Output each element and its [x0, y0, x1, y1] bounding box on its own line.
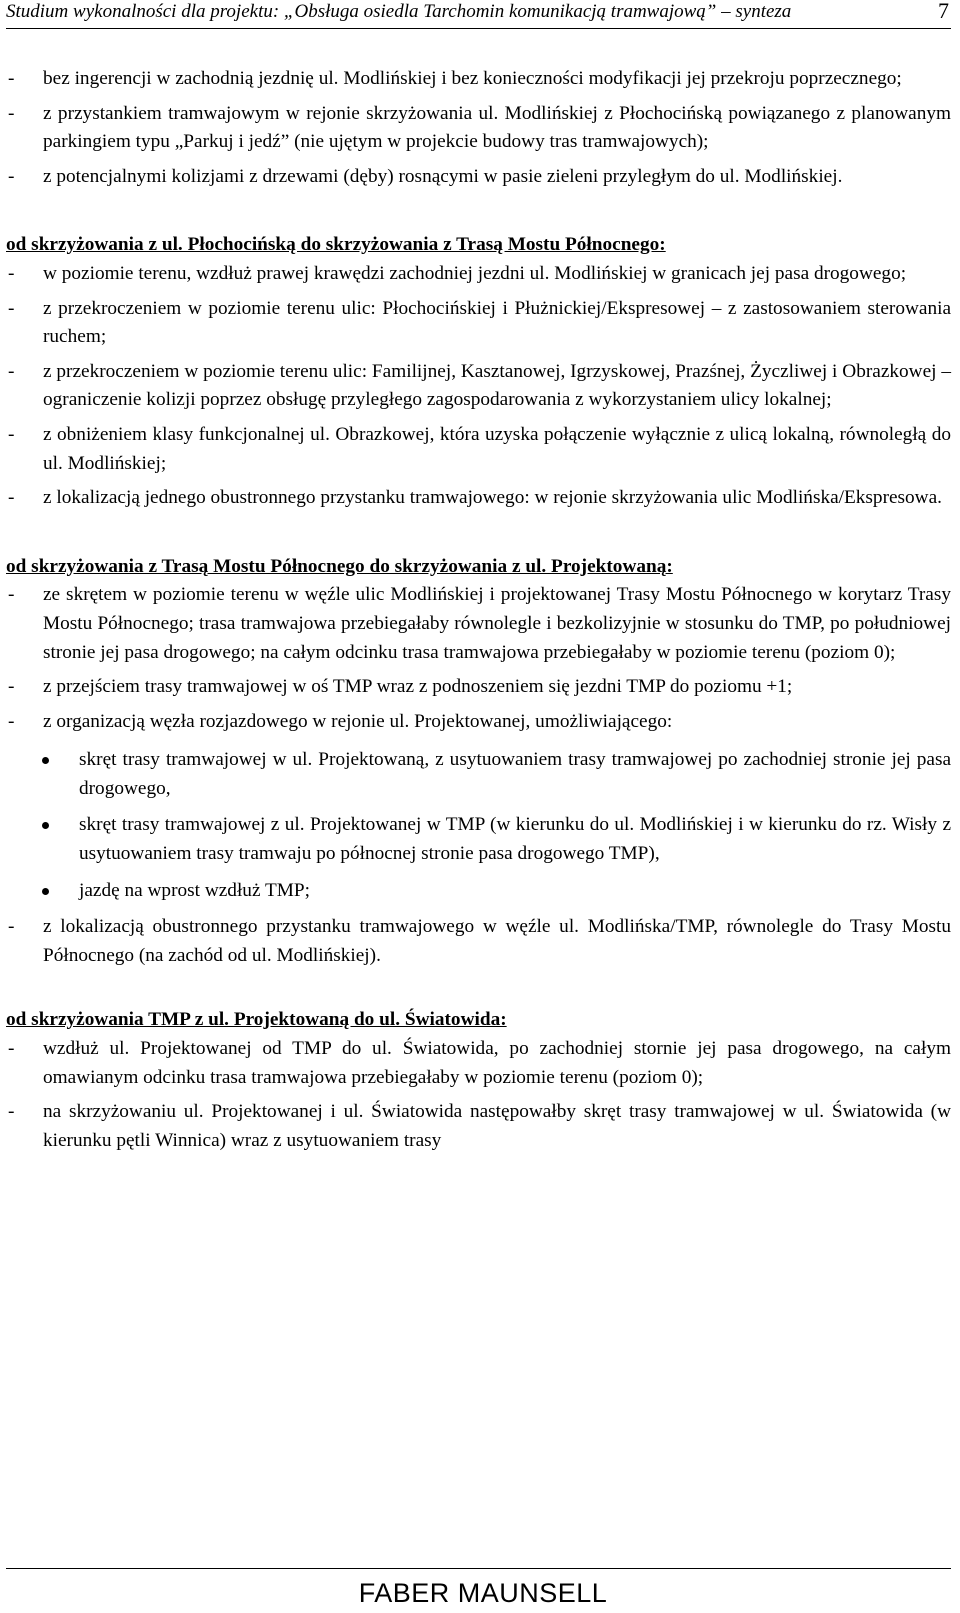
- list-item: [6, 260, 951, 289]
- dash-marker: -: [8, 360, 15, 382]
- page-number: 7: [938, 0, 949, 23]
- footer-rule: [6, 1568, 951, 1569]
- list-item: [6, 421, 951, 478]
- list-item-text: z przekroczeniem w poziomie terenu ulic: Familijnej, Kasztanowej, Igrzyskowej, Prazśnej, Życzliwej i Obrazkowej – ograniczenie kolizji poprzez obsługę przyległego zagospodarowania z wykorzystaniem ulicy lokalnej;: [43, 360, 951, 411]
- list-item: [6, 358, 951, 415]
- list-item-text: z lokalizacją jednego obustronnego przystanku tramwajowego: w rejonie skrzyżowania ulic Modlińska/Ekspresowa.: [43, 487, 942, 509]
- dash-marker: -: [8, 165, 15, 187]
- list-item: [6, 581, 951, 667]
- bullet-dot-icon: [42, 757, 49, 764]
- list-item-text: w poziomie terenu, wzdłuż prawej krawędzi zachodniej jezdni ul. Modlińskiej w granicach jej pasa drogowego;: [43, 262, 907, 284]
- dash-marker: -: [8, 710, 15, 732]
- section-heading: od skrzyżowania z Trasą Mostu Północnego do skrzyżowania z ul. Projektowaną:: [6, 555, 673, 577]
- bullet-item: [6, 877, 951, 906]
- list-item-text: na skrzyżowaniu ul. Projektowanej i ul. Światowida następowałby skręt trasy tramwajowej w ul. Światowida (w kierunku pętli Winnica) wraz z usytuowaniem trasy: [43, 1101, 951, 1151]
- list-item-text: bez ingerencji w zachodnią jezdnię ul. Modlińskiej i bez konieczności modyfikacji jej przekroju poprzecznego;: [43, 68, 902, 89]
- dash-marker: -: [8, 1101, 15, 1123]
- bullet-item-text: skręt trasy tramwajowej z ul. Projektowanej w TMP (w kierunku do ul. Modlińskiej i w kierunku do rz. Wisły z usytuowaniem trasy tramwaju po północnej stronie pasa drogowego TMP),: [79, 814, 951, 865]
- dash-marker: -: [8, 102, 15, 124]
- bullet-list: [6, 746, 951, 905]
- company-logo: FABER MAUNSELL: [358, 1578, 608, 1608]
- dash-marker: -: [8, 297, 15, 319]
- dash-marker: -: [8, 68, 15, 89]
- dash-marker: -: [8, 487, 15, 509]
- dash-marker: -: [8, 1038, 15, 1060]
- section-heading: od skrzyżowania TMP z ul. Projektowaną do ul. Światowida:: [6, 1009, 507, 1031]
- list-item: [6, 673, 951, 702]
- list-item-text: z przystankiem tramwajowym w rejonie skrzyżowania ul. Modlińskiej z Płochocińską powiązanego z planowanym parkingiem typu „Parkuj i jedź” (nie ujętym w projekcie budowy tras tramwajowych);: [43, 102, 951, 153]
- list-item-text: z lokalizacją obustronnego przystanku tramwajowego w węźle ul. Modlińska/TMP, równolegle do Trasy Mostu Północnego (na zachód od ul. Modlińskiej).: [43, 916, 951, 966]
- list-item: [6, 708, 951, 737]
- bullet-item: [6, 811, 951, 868]
- page-footer: [0, 1568, 960, 1613]
- list-item: [6, 295, 951, 352]
- dash-marker: -: [8, 916, 15, 938]
- list-item-text: z organizacją węzła rozjazdowego w rejonie ul. Projektowanej, umożliwiającego:: [43, 710, 673, 732]
- list-item-text: z potencjalnymi kolizjami z drzewami (dęby) rosnącymi w pasie zieleni przyległym do ul. Modlińskiej.: [43, 165, 843, 187]
- section-heading: od skrzyżowania z ul. Płochocińską do skrzyżowania z Trasą Mostu Północnego:: [6, 234, 666, 256]
- bullet-dot-icon: [42, 888, 49, 895]
- document-body: [6, 65, 951, 1161]
- list-item: [6, 484, 951, 513]
- list-item-text: z przekroczeniem w poziomie terenu ulic: Płochocińskiej i Płużnickiej/Ekspresowej – z zastosowaniem sterowania ruchem;: [43, 297, 951, 348]
- dash-marker: -: [8, 262, 15, 284]
- list-item: [6, 1035, 951, 1092]
- bullet-item-text: jazdę na wprost wzdłuż TMP;: [79, 879, 310, 901]
- bullet-item-text: skręt trasy tramwajowej w ul. Projektowaną, z usytuowaniem trasy tramwajowej po zachodniej stronie jej pasa drogowego,: [79, 749, 951, 799]
- dash-marker: -: [8, 584, 15, 606]
- list-item: [6, 913, 951, 970]
- list-item: [6, 65, 951, 94]
- bullet-dot-icon: [42, 822, 49, 829]
- list-item-text: ze skrętem w poziomie terenu w węźle ulic Modlińskiej i projektowanej Trasy Mostu Północnego w korytarz Trasy Mostu Północnego; trasa tramwajowa przebiegałaby równolegle i bezkolizyjnie w stosunku do TMP, po południowej stronie jej pasa drogowego; na całym odcinku trasa tramwajowa przebiegałaby w poziomie terenu (poziom 0);: [43, 584, 951, 663]
- list-item: [6, 163, 951, 192]
- header-title: Studium wykonalności dla projektu: „Obsługa osiedla Tarchomin komunikacją tramwajową” – synteza: [6, 1, 792, 22]
- list-item: [6, 100, 951, 157]
- list-item-text: z obniżeniem klasy funkcjonalnej ul. Obrazkowej, która uzyska połączenie wyłącznie z ulicą lokalną, równoległą do ul. Modlińskiej;: [43, 423, 951, 474]
- list-item: [6, 1098, 951, 1155]
- list-item-text: z przejściem trasy tramwajowej w oś TMP wraz z podnoszeniem się jezdni TMP do poziomu +1;: [43, 676, 793, 698]
- bullet-item: [6, 746, 951, 803]
- list-item-text: wzdłuż ul. Projektowanej od TMP do ul. Światowida, po zachodniej stornie jej pasa drogowego, na całym omawianym odcinku trasa tramwajowa przebiegałaby w poziomie terenu (poziom 0);: [43, 1038, 951, 1088]
- dash-marker: -: [8, 423, 15, 445]
- dash-marker: -: [8, 676, 15, 698]
- running-header: [6, 0, 951, 29]
